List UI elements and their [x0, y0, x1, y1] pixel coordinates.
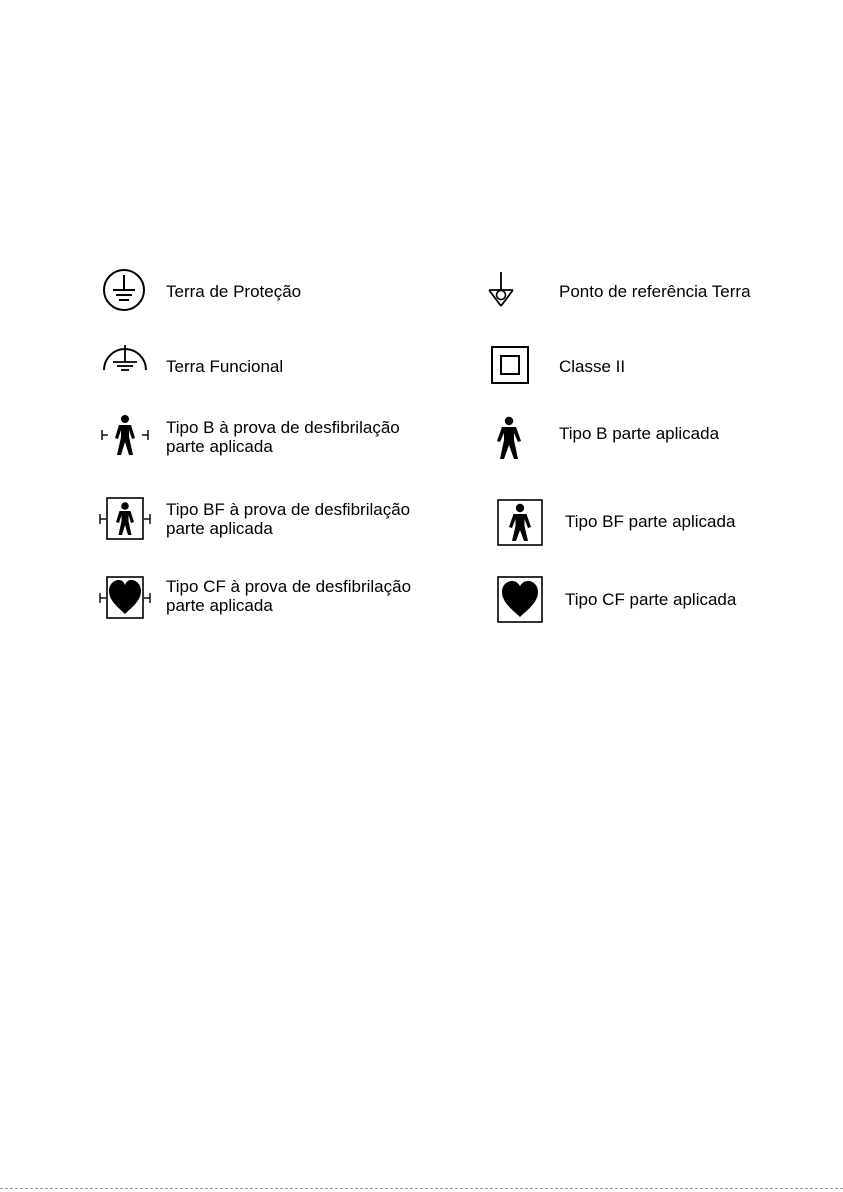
type-b-defib-label: Tipo B à prova de desfibrilação parte aplicada	[166, 418, 400, 456]
type-bf-defib-label: Tipo BF à prova de desfibrilação parte aplicada	[166, 500, 411, 538]
page-bottom-edge	[0, 1188, 843, 1189]
type-cf-defibrillation-proof-icon	[98, 576, 152, 620]
type-bf-label: Tipo BF parte aplicada	[565, 512, 736, 531]
functional-earth-icon	[102, 344, 148, 374]
type-bf-defibrillation-proof-icon	[98, 497, 152, 541]
earth-reference-label: Ponto de referência Terra	[559, 282, 751, 301]
type-bf-applied-part-icon	[497, 499, 545, 547]
protective-earth-icon	[102, 268, 146, 312]
functional-earth-label: Terra Funcional	[166, 357, 284, 376]
type-cf-defib-label: Tipo CF à prova de desfibrilação parte aplicada	[166, 577, 412, 615]
type-cf-label: Tipo CF parte aplicada	[565, 590, 737, 609]
equipotential-earth-reference-icon	[488, 272, 514, 310]
type-b-defibrillation-proof-icon	[100, 414, 150, 456]
class-ii-double-insulation-icon	[491, 346, 529, 384]
type-cf-applied-part-icon	[497, 576, 545, 624]
protective-earth-label: Terra de Proteção	[166, 282, 302, 301]
type-b-applied-part-icon	[495, 416, 523, 460]
type-b-label: Tipo B parte aplicada	[559, 424, 720, 443]
class-ii-label: Classe II	[559, 357, 626, 376]
